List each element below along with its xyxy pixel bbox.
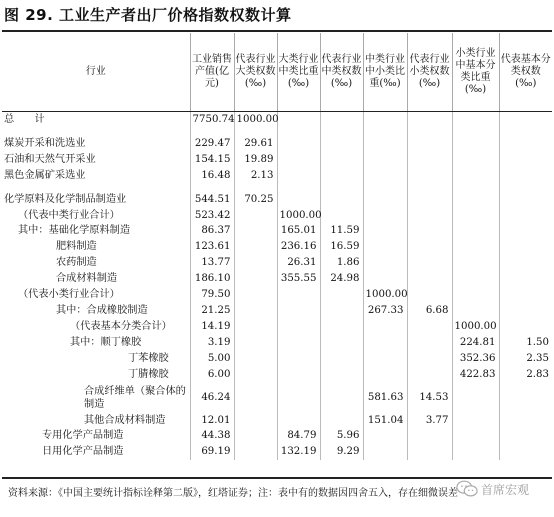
spacer-cell — [407, 128, 452, 136]
value-cell: 6.00 — [190, 367, 234, 383]
value-cell — [499, 136, 552, 152]
value-cell — [320, 136, 363, 152]
value-cell: 1000.00 — [277, 208, 320, 224]
value-cell — [452, 444, 499, 460]
value-cell: 9.29 — [320, 444, 363, 460]
value-cell — [407, 192, 452, 208]
value-cell: 46.24 — [190, 383, 234, 413]
value-cell — [234, 444, 277, 460]
header-mid-weight: 代表行业中类权数(‰) — [320, 33, 363, 112]
header-basic-share: 小类行业中基本分类比重(‰) — [452, 33, 499, 112]
industry-name-cell: （代表基本分类合计） — [2, 319, 190, 335]
title-rule — [2, 30, 552, 32]
spacer-cell — [2, 184, 190, 192]
industry-name-cell: 其中：合成橡胶制造 — [2, 303, 190, 319]
value-cell — [363, 136, 407, 152]
value-cell — [407, 335, 452, 351]
value-cell — [277, 335, 320, 351]
value-cell — [277, 413, 320, 429]
value-cell — [320, 413, 363, 429]
value-cell — [277, 351, 320, 367]
value-cell: 26.31 — [277, 255, 320, 271]
value-cell — [499, 192, 552, 208]
value-cell: 2.83 — [526, 368, 549, 380]
spacer-cell — [277, 184, 320, 192]
value-cell — [234, 287, 277, 303]
value-cell: 224.81 — [452, 335, 499, 351]
value-cell — [320, 335, 363, 351]
table-row — [2, 239, 552, 255]
industry-name-cell: 日用化学产品制造 — [2, 444, 190, 460]
value-cell: 123.61 — [190, 239, 234, 255]
value-cell — [407, 239, 452, 255]
value-cell — [407, 287, 452, 303]
industry-name-cell: 丁腈橡胶 — [2, 367, 190, 383]
table-row — [2, 271, 552, 287]
value-cell: 1000.00 — [234, 112, 277, 128]
value-cell — [499, 287, 552, 303]
spacer-cell — [407, 184, 452, 192]
table-row — [2, 319, 552, 335]
value-cell: 3.77 — [407, 413, 452, 429]
value-cell — [407, 428, 452, 444]
industry-name-cell: 黑色金属矿采选业 — [2, 168, 190, 184]
table-row — [2, 351, 552, 367]
value-cell — [277, 303, 320, 319]
value-cell: 21.25 — [190, 303, 234, 319]
value-cell: 7750.74 — [190, 112, 234, 128]
value-cell — [277, 168, 320, 184]
table-row — [2, 444, 552, 460]
value-cell — [499, 271, 552, 287]
value-cell — [234, 413, 277, 429]
value-cell: 79.50 — [190, 287, 234, 303]
value-cell — [499, 303, 552, 319]
value-cell: 11.59 — [320, 223, 363, 239]
value-cell — [452, 303, 499, 319]
industry-name-cell: 石油和天然气开采业 — [2, 152, 190, 168]
value-cell — [499, 168, 552, 184]
value-cell — [363, 112, 407, 128]
value-cell: 24.98 — [320, 271, 363, 287]
value-cell: 352.36 — [452, 351, 499, 367]
value-cell — [320, 383, 363, 413]
value-cell: 355.55 — [277, 271, 320, 287]
value-cell — [499, 444, 552, 460]
value-cell — [407, 319, 452, 335]
value-cell: 13.77 — [190, 255, 234, 271]
value-cell — [363, 319, 407, 335]
value-cell: 544.51 — [190, 192, 234, 208]
table-row — [2, 287, 552, 303]
value-cell — [452, 223, 499, 239]
spacer-row — [2, 184, 552, 192]
value-cell: 16.48 — [190, 168, 234, 184]
table-row — [2, 152, 552, 168]
value-cell — [363, 255, 407, 271]
spacer-cell — [190, 128, 234, 136]
value-cell — [499, 413, 552, 429]
value-cell — [363, 428, 407, 444]
header-industry: 行业 — [2, 33, 190, 112]
value-cell: 12.01 — [190, 413, 234, 429]
value-cell — [363, 351, 407, 367]
value-cell — [407, 136, 452, 152]
industry-name-cell: 专用化学产品制造 — [2, 428, 190, 444]
value-cell: 5.00 — [190, 351, 234, 367]
value-cell: 154.15 — [190, 152, 234, 168]
table-row — [2, 303, 552, 319]
industry-name-cell: 总 计 — [2, 112, 190, 128]
spacer-row — [2, 128, 552, 136]
value-cell — [320, 319, 363, 335]
industry-name-cell: （代表小类行业合计） — [2, 287, 190, 303]
value-cell — [277, 152, 320, 168]
value-cell: 236.16 — [277, 239, 320, 255]
value-cell — [234, 383, 277, 413]
value-cell: 14.19 — [190, 319, 234, 335]
header-minor-weight: 代表行业小类权数(‰) — [407, 33, 452, 112]
spacer-cell — [499, 184, 552, 192]
value-cell — [234, 319, 277, 335]
value-cell — [499, 255, 552, 271]
value-cell — [277, 319, 320, 335]
value-cell: 1000.00 — [363, 287, 407, 303]
value-cell — [407, 351, 452, 367]
value-cell — [277, 192, 320, 208]
industry-name-cell: 其中：顺丁橡胶 — [2, 335, 190, 351]
value-cell — [363, 444, 407, 460]
spacer-cell — [363, 184, 407, 192]
value-cell — [234, 223, 277, 239]
table-row — [2, 367, 552, 383]
value-cell — [320, 152, 363, 168]
value-cell: 1000.00 — [452, 319, 499, 335]
value-cell — [320, 367, 363, 383]
value-cell — [407, 271, 452, 287]
value-cell — [234, 428, 277, 444]
header-minor-share: 中类行业中小类比重(‰) — [363, 33, 407, 112]
value-cell — [234, 271, 277, 287]
value-cell: 6.68 — [407, 303, 452, 319]
value-cell — [363, 335, 407, 351]
value-cell — [277, 367, 320, 383]
value-cell: 523.42 — [190, 208, 234, 224]
industry-name-cell: 化学原料及化学制品制造业 — [2, 192, 190, 208]
value-cell: 1.50 — [526, 336, 549, 348]
value-cell — [499, 152, 552, 168]
value-cell — [452, 239, 499, 255]
value-cell — [499, 112, 552, 128]
value-cell: 581.63 — [363, 383, 407, 413]
value-cell — [234, 335, 277, 351]
value-cell: 186.10 — [190, 271, 234, 287]
value-cell — [407, 223, 452, 239]
table-row — [2, 428, 552, 444]
value-cell — [407, 112, 452, 128]
table-row — [2, 168, 552, 184]
spacer-cell — [234, 184, 277, 192]
table-row — [2, 136, 552, 152]
table-row — [2, 383, 552, 413]
value-cell — [363, 239, 407, 255]
spacer-cell — [499, 128, 552, 136]
industry-name-cell: 其他合成材料制造 — [2, 413, 190, 429]
value-cell: 3.19 — [190, 335, 234, 351]
industry-name-cell: 合成纤维单（聚合体的制造 — [2, 383, 190, 413]
header-mid-share: 大类行业中类比重(‰) — [277, 33, 320, 112]
industry-name-cell: 其中：基础化学原料制造 — [2, 223, 190, 239]
value-cell: 44.38 — [190, 428, 234, 444]
value-cell — [407, 152, 452, 168]
value-cell — [277, 383, 320, 413]
industry-name-cell: 煤炭开采和洗选业 — [2, 136, 190, 152]
spacer-cell — [452, 128, 499, 136]
spacer-cell — [320, 128, 363, 136]
value-cell — [452, 255, 499, 271]
value-cell — [320, 112, 363, 128]
value-cell — [320, 192, 363, 208]
value-cell — [320, 287, 363, 303]
spacer-cell — [363, 128, 407, 136]
value-cell — [499, 208, 552, 224]
figure-title: 图 29. 工业生产者出厂价格指数权数计算 — [4, 6, 292, 24]
value-cell — [452, 428, 499, 444]
value-cell — [363, 192, 407, 208]
industry-name-cell: 农药制造 — [2, 255, 190, 271]
value-cell — [452, 271, 499, 287]
value-cell — [320, 168, 363, 184]
value-cell: 165.01 — [277, 223, 320, 239]
value-cell — [407, 367, 452, 383]
value-cell — [452, 192, 499, 208]
value-cell: 2.13 — [234, 168, 277, 184]
value-cell — [452, 168, 499, 184]
value-cell — [499, 239, 552, 255]
value-cell — [452, 383, 499, 413]
value-cell: 229.47 — [190, 136, 234, 152]
value-cell — [499, 383, 552, 413]
value-cell — [277, 287, 320, 303]
value-cell — [499, 319, 552, 335]
value-cell — [363, 223, 407, 239]
value-cell — [499, 223, 552, 239]
value-cell: 14.53 — [407, 383, 452, 413]
value-cell — [452, 152, 499, 168]
value-cell — [234, 208, 277, 224]
industry-name-cell: 丁苯橡胶 — [2, 351, 190, 367]
value-cell — [234, 367, 277, 383]
value-cell — [452, 208, 499, 224]
value-cell: 1.86 — [320, 255, 363, 271]
value-cell: 267.33 — [363, 303, 407, 319]
value-cell — [234, 351, 277, 367]
table-row — [2, 223, 552, 239]
value-cell — [452, 112, 499, 128]
value-cell — [452, 413, 499, 429]
value-cell — [499, 428, 552, 444]
value-cell — [363, 152, 407, 168]
value-cell: 69.19 — [190, 444, 234, 460]
header-major-weight: 代表行业大类权数(‰) — [234, 33, 277, 112]
table-row — [2, 192, 552, 208]
source-note: 资料来源：《中国主要统计指标诠释第二版》，红塔证券；注：表中有的数据因四舍五入，存在细微误差 — [8, 488, 458, 499]
spacer-cell — [320, 184, 363, 192]
spacer-cell — [234, 128, 277, 136]
value-cell — [320, 351, 363, 367]
value-cell — [363, 208, 407, 224]
industry-name-cell: （代表中类行业合计） — [2, 208, 190, 224]
value-cell — [452, 287, 499, 303]
spacer-cell — [2, 128, 190, 136]
table-row — [2, 413, 552, 429]
header-sales-value: 工业销售产值(亿元) — [190, 33, 234, 112]
value-cell — [320, 303, 363, 319]
value-cell — [363, 168, 407, 184]
value-cell: 132.19 — [277, 444, 320, 460]
value-cell — [277, 136, 320, 152]
value-cell — [363, 271, 407, 287]
industry-name-cell: 合成材料制造 — [2, 271, 190, 287]
value-cell — [407, 208, 452, 224]
watermark-text: 首席宏观 — [481, 482, 530, 497]
value-cell: 151.04 — [363, 413, 407, 429]
table-header-row — [2, 33, 552, 112]
value-cell — [234, 303, 277, 319]
header-basic-weight: 代表基本分类权数(‰) — [499, 33, 552, 112]
value-cell: 84.79 — [277, 428, 320, 444]
value-cell: 29.61 — [234, 136, 277, 152]
value-cell: 16.59 — [320, 239, 363, 255]
value-cell: 86.37 — [190, 223, 234, 239]
value-cell — [452, 136, 499, 152]
spacer-cell — [277, 128, 320, 136]
value-cell — [277, 112, 320, 128]
spacer-cell — [190, 184, 234, 192]
table-row — [2, 335, 552, 351]
value-cell — [234, 239, 277, 255]
value-cell — [363, 367, 407, 383]
value-cell: 70.25 — [234, 192, 277, 208]
spacer-cell — [452, 184, 499, 192]
table-row — [2, 208, 552, 224]
value-cell — [407, 444, 452, 460]
value-cell — [407, 255, 452, 271]
price-index-weight-table — [2, 33, 552, 460]
value-cell — [234, 255, 277, 271]
table-row — [2, 255, 552, 271]
wechat-icon — [456, 479, 478, 499]
value-cell — [320, 208, 363, 224]
value-cell: 422.83 — [452, 367, 499, 383]
watermark — [456, 475, 548, 503]
table-row — [2, 112, 552, 128]
value-cell: 2.35 — [526, 352, 549, 364]
industry-name-cell: 肥料制造 — [2, 239, 190, 255]
value-cell — [407, 168, 452, 184]
value-cell: 19.89 — [234, 152, 277, 168]
value-cell: 5.96 — [320, 428, 363, 444]
